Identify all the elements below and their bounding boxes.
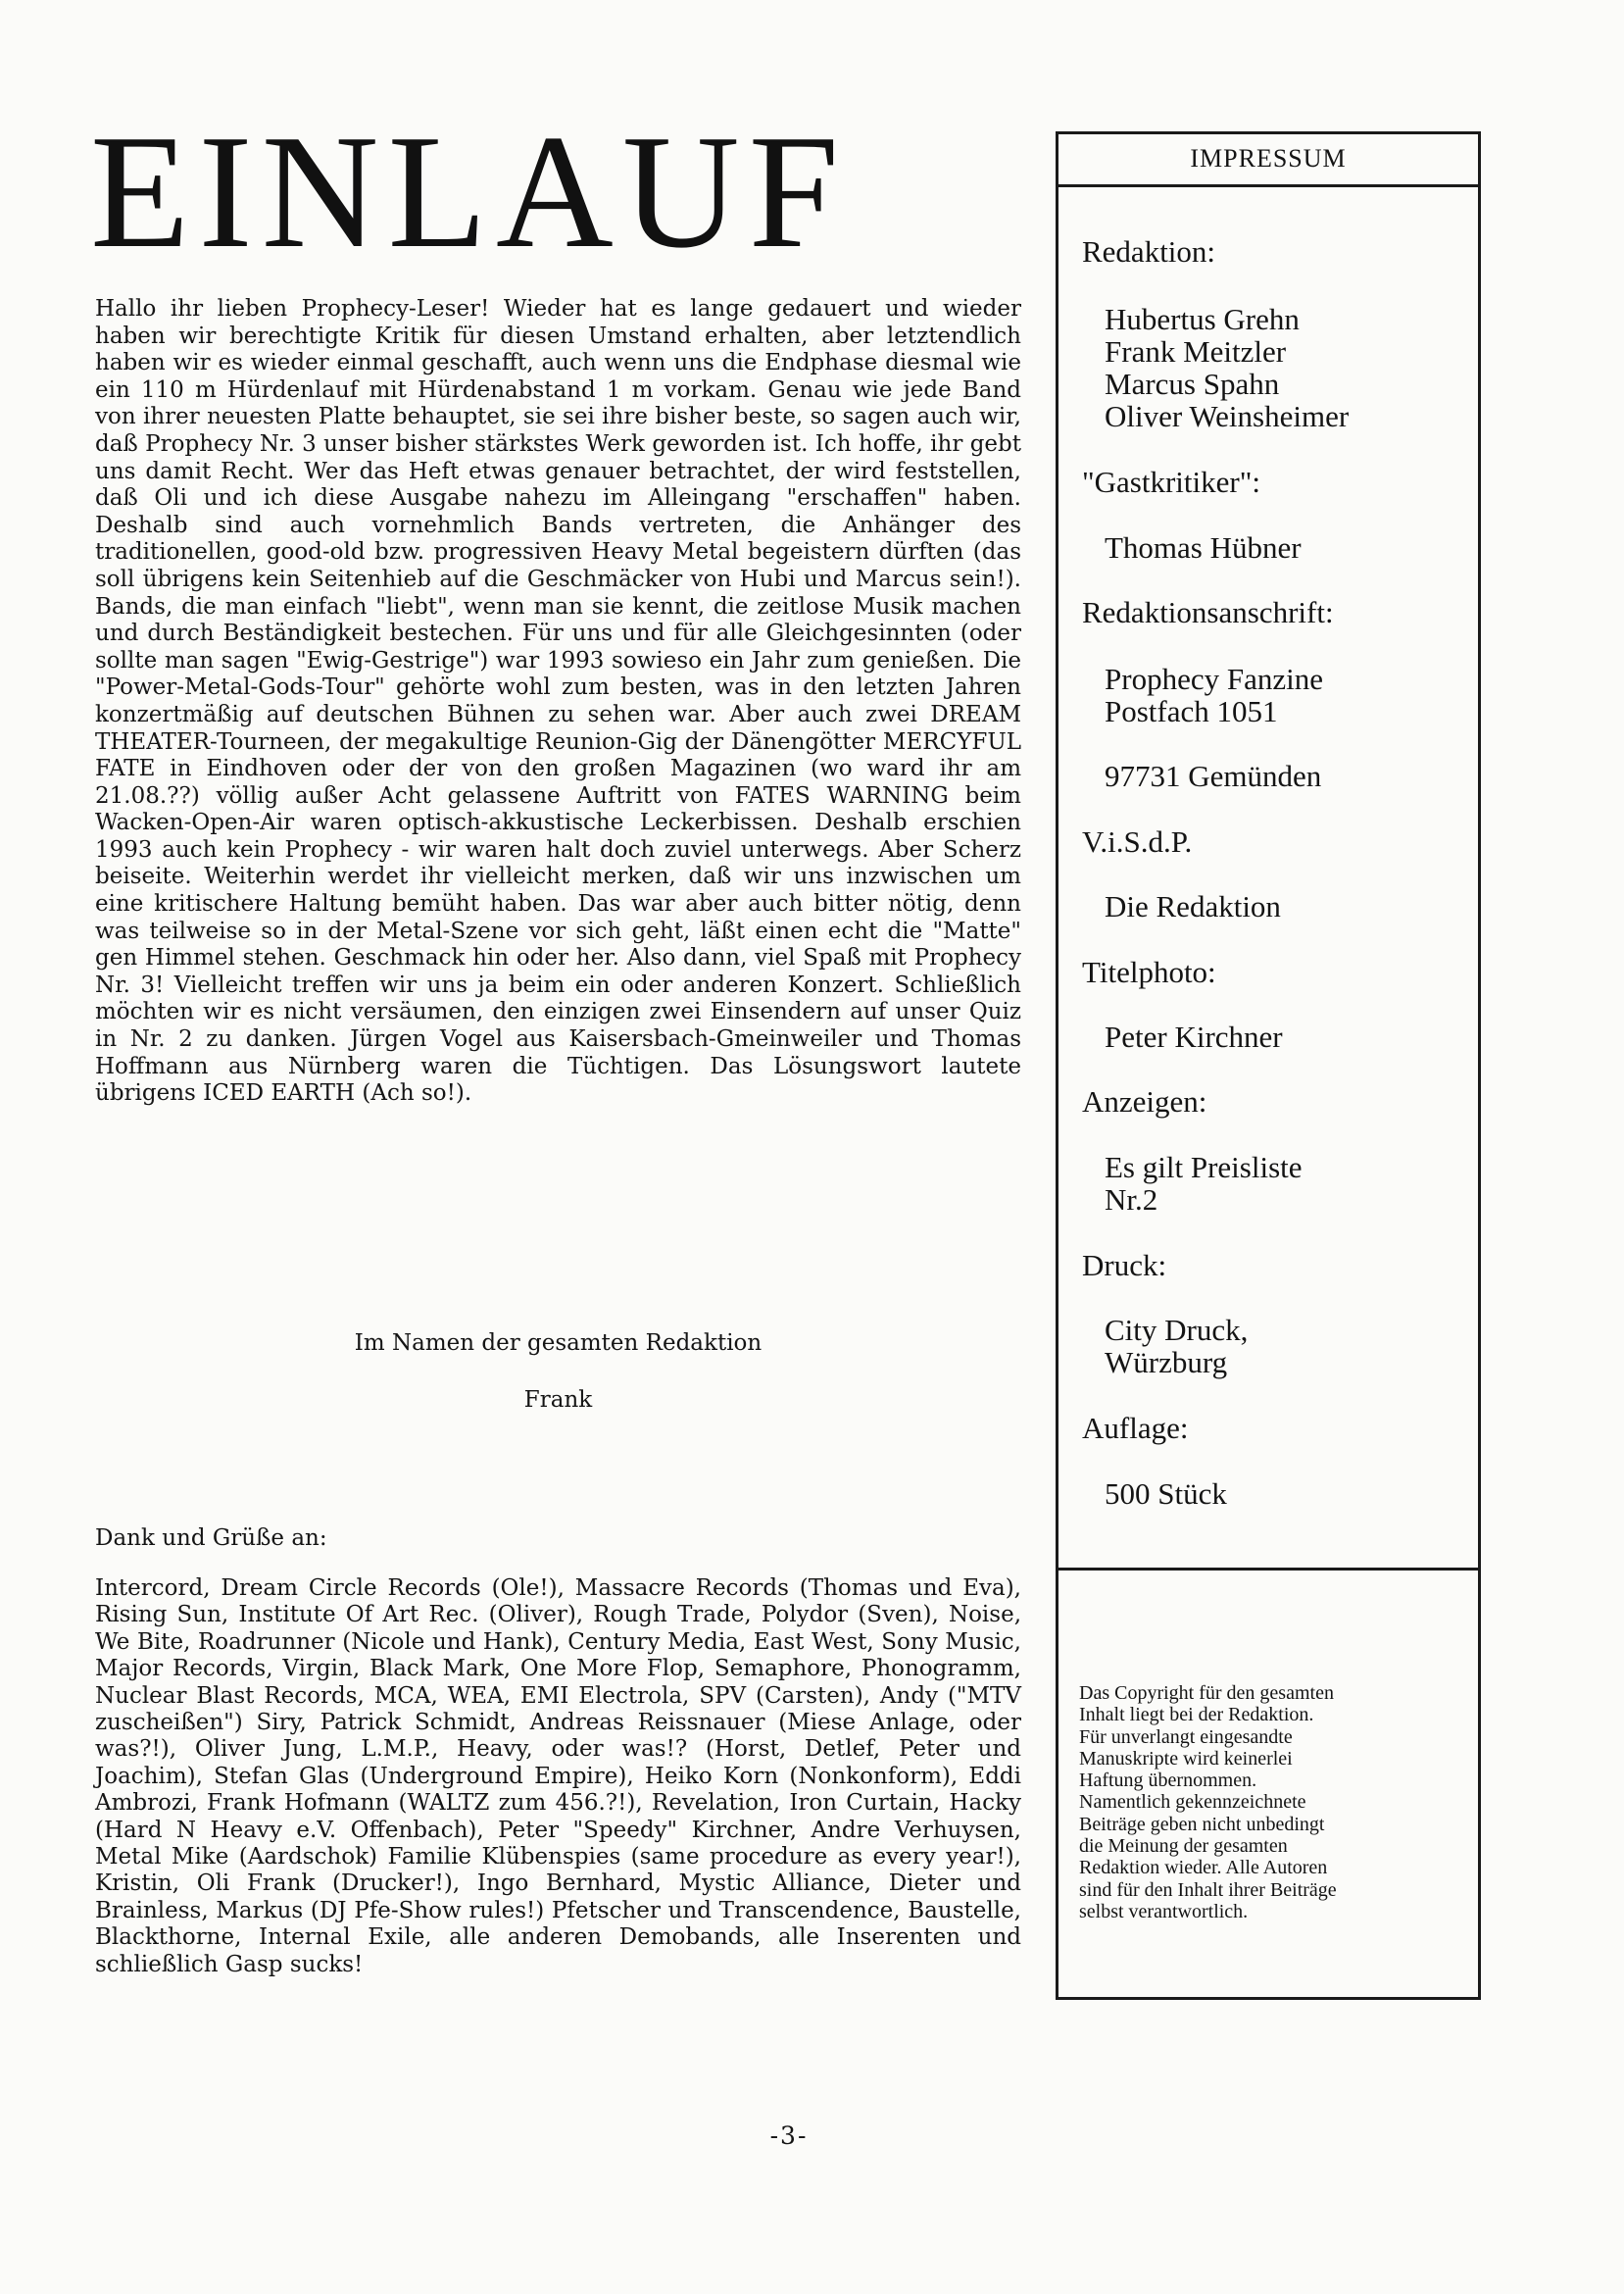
druck-label: Druck:	[1082, 1248, 1167, 1282]
visdp-value: Die Redaktion	[1105, 889, 1281, 923]
redaktion-name: Marcus Spahn	[1105, 367, 1280, 401]
copyright-line: Namentlich gekennzeichnete	[1079, 1791, 1306, 1814]
impressum-box	[1056, 131, 1481, 2000]
anzeigen-line: Es gilt Preisliste	[1105, 1150, 1303, 1184]
copyright-line: Das Copyright für den gesamten	[1079, 1682, 1334, 1704]
impressum-divider	[1058, 1568, 1478, 1571]
redaktion-name: Oliver Weinsheimer	[1105, 399, 1350, 433]
impressum-header: IMPRESSUM	[1058, 134, 1478, 187]
gastkritiker-label: "Gastkritiker":	[1082, 465, 1260, 499]
anschrift-label: Redaktionsanschrift:	[1082, 595, 1334, 629]
copyright-line: Redaktion wieder. Alle Autoren	[1079, 1857, 1328, 1879]
thanks-text: Intercord, Dream Circle Records (Ole!), Massacre Records (Thomas und Eva), Rising Sun, Institute Of Art Rec. (Oliver), Rough Trade, Polydor (Sven), Noise, We Bite, Roadrunner (Nicole und Hank), Century Media, East West, Sony Music, Major Records, Virgin, Black Mark, One More Flop, Semaphore, Phonogramm, Nuclear Blast Records, MCA, WEA, EMI Electrola, SPV (Carsten), Andy ("MTV zuscheißen") Siry, Patrick Schmidt, Andreas Reissnauer (Miese Anlage, oder was?!), Oliver Jung, L.M.P., Heavy, oder was!? (Horst, Detlef, Peter und Joachim), Stefan Glas (Underground Empire), Heiko Korn (Nonkonform), Eddi Ambrozi, Frank Hofmann (WALTZ zum 456.?!), Revelation, Iron Curtain, Hacky (Hard N Heavy e.V. Offenbach), Peter "Speedy" Kirchner, Andre Verhuysen, Metal Mike (Aardschok) Familie Klübenspies (same procedure as every year!), Kristin, Oli Frank (Drucker!), Ingo Bernhard, Mystic Alliance, Dieter und Brainless, Markus (DJ Pfe-Show rules!) Pfetscher und Transcendence, Baustelle, Blackthorne, Internal Exile, alle anderen Demobands, alle Inserenten und schließlich Gasp sucks!	[95, 1575, 1021, 1977]
auflage-value: 500 Stück	[1105, 1476, 1227, 1511]
anschrift-line: Prophecy Fanzine	[1105, 662, 1323, 696]
druck-line: City Druck,	[1105, 1313, 1249, 1347]
thanks-heading: Dank und Grüße an:	[95, 1525, 327, 1551]
copyright-line: Inhalt liegt bei der Redaktion.	[1079, 1704, 1314, 1726]
copyright-notice	[1079, 1682, 1471, 1922]
redaktion-name: Frank Meitzler	[1105, 334, 1287, 369]
anzeigen-label: Anzeigen:	[1082, 1084, 1207, 1119]
copyright-line: die Meinung der gesamten	[1079, 1835, 1288, 1858]
auflage-label: Auflage:	[1082, 1411, 1189, 1445]
titelphoto-value: Peter Kirchner	[1105, 1020, 1283, 1054]
copyright-line: Manuskripte wird keinerlei	[1079, 1747, 1293, 1770]
redaktion-name: Hubertus Grehn	[1105, 302, 1300, 336]
visdp-label: V.i.S.d.P.	[1082, 824, 1193, 859]
copyright-line: Haftung übernommen.	[1079, 1770, 1257, 1792]
copyright-line: Beiträge geben nicht unbedingt	[1079, 1813, 1325, 1835]
anschrift-city: 97731 Gemünden	[1105, 759, 1322, 793]
page-title: EINLAUF	[90, 101, 849, 281]
gastkritiker-name: Thomas Hübner	[1105, 530, 1302, 565]
anschrift-line: Postfach 1051	[1105, 694, 1278, 728]
copyright-line: sind für den Inhalt ihrer Beiträge	[1079, 1878, 1337, 1901]
titelphoto-label: Titelphoto:	[1082, 955, 1216, 989]
copyright-line: selbst verantwortlich.	[1079, 1900, 1249, 1922]
redaktion-label: Redaktion:	[1082, 234, 1216, 269]
druck-line: Würzburg	[1105, 1345, 1228, 1379]
signoff-author: Frank	[523, 1387, 593, 1413]
anzeigen-line: Nr.2	[1105, 1182, 1158, 1217]
copyright-line: Für unverlangt eingesandte	[1079, 1725, 1293, 1748]
signoff-line: Im Namen der gesamten Redaktion	[354, 1330, 763, 1356]
editorial-paragraph: Hallo ihr lieben Prophecy-Leser! Wieder hat es lange gedauert und wieder haben wir berechtigte Kritik für diesen Umstand erhalten, aber letztendlich haben wir es wieder einmal geschafft, auch wenn uns die Endphase diesmal wie ein 110 m Hürdenlauf mit Hürdenabstand 1 m vorkam. Genau wie jede Band von ihrer neuesten Platte behauptet, sie sei ihre bisher beste, so sagen auch wir, daß Prophecy Nr. 3 unser bisher stärkstes Werk geworden ist. Ich hoffe, ihr gebt uns damit Recht. Wer das Heft etwas genauer betrachtet, der wird feststellen, daß Oli und ich diese Ausgabe nahezu im Alleingang "erschaffen" haben. Deshalb sind auch vornehmlich Bands vertreten, die Anhänger des traditionellen, good-old bzw. progressiven Heavy Metal begeistern dürften (das soll übrigens kein Seitenhieb auf die Geschmäcker von Hubi und Marcus sein!). Bands, die man einfach "liebt", wenn man sie kennt, die zeitlose Musik machen und durch Beständigkeit bestechen. Für uns und für alle Gleichgesinnten (oder sollte man sagen "Ewig-Gestrige") war 1993 sowieso ein Jahr zum genießen. Die "Power-Metal-Gods-Tour" gehörte wohl zum besten, was in den letzten Jahren konzertmäßig auf deutschen Bühnen zu sehen war. Aber auch zwei DREAM THEATER-Tourneen, der megakultige Reunion-Gig der Dänengötter MERCYFUL FATE in Eindhoven oder der von den großen Magazinen (wo ward ihr am 21.08.??) völlig außer Acht gelassene Auftritt von FATES WARNING beim Wacken-Open-Air waren optisch-akkustische Leckerbissen. Deshalb erschien 1993 auch kein Prophecy - wir waren halt doch zuviel unterwegs. Aber Scherz beiseite. Weiterhin werdet ihr vielleicht merken, daß wir uns inzwischen um eine kritischere Haltung bemüht haben. Das war aber auch bitter nötig, denn was teilweise so in der Metal-Szene vor sich geht, läßt einen echt die "Matte" gen Himmel stehen. Geschmack hin oder her. Also dann, viel Spaß mit Prophecy Nr. 3! Vielleicht treffen wir uns ja beim ein oder anderen Konzert. Schließlich möchten wir es nicht versäumen, den einzigen zwei Einsendern auf unser Quiz in Nr. 2 zu danken. Jürgen Vogel aus Kaisersbach-Gmeinweiler und Thomas Hoffmann aus Nürnberg waren die Tüchtigen. Das Lösungswort lautete übrigens ICED EARTH (Ach so!).	[95, 296, 1021, 1107]
editorial-article	[95, 296, 1021, 1108]
page-number: -3-	[769, 2121, 809, 2150]
